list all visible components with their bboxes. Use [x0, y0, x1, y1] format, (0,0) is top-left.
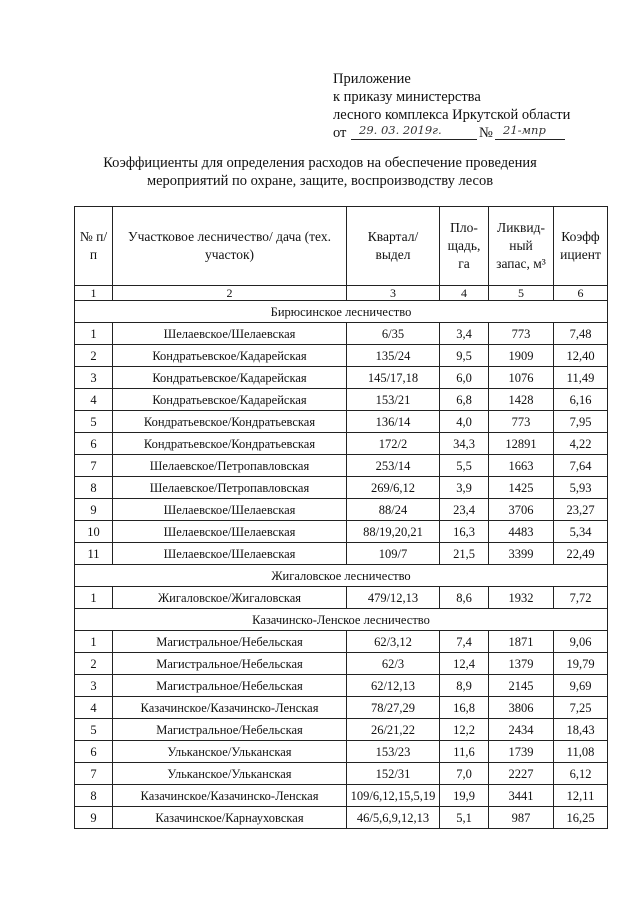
cell-stock: 1739: [489, 741, 554, 763]
cell-block: 62/3: [347, 653, 440, 675]
cell-stock: 3399: [489, 543, 554, 565]
table-row: [75, 477, 608, 499]
cell-block: 62/3,12: [347, 631, 440, 653]
table-row: [75, 521, 608, 543]
cell-num: 9: [75, 807, 113, 829]
cell-site: Магистральное/Небельская: [113, 653, 347, 675]
table-row: [75, 499, 608, 521]
cell-site: Шелаевское/Шелаевская: [113, 323, 347, 345]
table-row: [75, 631, 608, 653]
cell-num: 2: [75, 345, 113, 367]
cell-num: 5: [75, 719, 113, 741]
cell-block: 88/19,20,21: [347, 521, 440, 543]
cell-area: 9,5: [440, 345, 489, 367]
cell-site: Кондратьевское/Кондратьевская: [113, 433, 347, 455]
cell-area: 4,0: [440, 411, 489, 433]
table-row: [75, 587, 608, 609]
cell-block: 145/17,18: [347, 367, 440, 389]
header-stock: Ликвид- ный запас, м³: [489, 207, 554, 286]
cell-stock: 1379: [489, 653, 554, 675]
cell-site: Шелаевское/Шелаевская: [113, 499, 347, 521]
cell-stock: 773: [489, 411, 554, 433]
cell-site: Ульканское/Ульканская: [113, 741, 347, 763]
cell-stock: 2227: [489, 763, 554, 785]
cell-block: 253/14: [347, 455, 440, 477]
header-site: Участковое лесничество/ дача (тех. участок): [113, 207, 347, 286]
cell-block: 172/2: [347, 433, 440, 455]
cell-coef: 7,64: [554, 455, 608, 477]
cell-site: Ульканское/Ульканская: [113, 763, 347, 785]
cell-stock: 1076: [489, 367, 554, 389]
table-row: [75, 697, 608, 719]
appendix-title: Приложение: [333, 71, 411, 87]
cell-coef: 9,69: [554, 675, 608, 697]
table-row: [75, 785, 608, 807]
header-coef: Коэфф ициент: [554, 207, 608, 286]
number-underline: [495, 139, 565, 140]
cell-coef: 16,25: [554, 807, 608, 829]
section-row: [75, 565, 608, 587]
cell-area: 12,4: [440, 653, 489, 675]
cell-stock: 4483: [489, 521, 554, 543]
cell-stock: 987: [489, 807, 554, 829]
col-number: 2: [113, 286, 347, 301]
cell-coef: 5,34: [554, 521, 608, 543]
cell-area: 34,3: [440, 433, 489, 455]
cell-block: 136/14: [347, 411, 440, 433]
col-number: 1: [75, 286, 113, 301]
appendix-ministry: лесного комплекса Иркутской области: [333, 107, 571, 123]
cell-site: Шелаевское/Шелаевская: [113, 543, 347, 565]
cell-site: Шелаевское/Петропавловская: [113, 477, 347, 499]
cell-block: 152/31: [347, 763, 440, 785]
col-number: 6: [554, 286, 608, 301]
cell-stock: 2434: [489, 719, 554, 741]
cell-block: 109/6,12,15,5,19: [347, 785, 440, 807]
table-row: [75, 763, 608, 785]
cell-area: 16,8: [440, 697, 489, 719]
cell-num: 8: [75, 785, 113, 807]
cell-stock: 1871: [489, 631, 554, 653]
cell-site: Кондратьевское/Кадарейская: [113, 345, 347, 367]
cell-num: 7: [75, 455, 113, 477]
cell-area: 11,6: [440, 741, 489, 763]
cell-num: 5: [75, 411, 113, 433]
table-row: [75, 653, 608, 675]
table-row: [75, 719, 608, 741]
section-name: Бирюсинское лесничество: [75, 301, 608, 323]
table-row: [75, 345, 608, 367]
cell-area: 12,2: [440, 719, 489, 741]
cell-site: Кондратьевское/Кондратьевская: [113, 411, 347, 433]
cell-num: 11: [75, 543, 113, 565]
cell-site: Жигаловское/Жигаловская: [113, 587, 347, 609]
cell-coef: 7,95: [554, 411, 608, 433]
table-body: [75, 301, 608, 829]
date-handwritten: 29. 03. 2019г.: [359, 123, 442, 137]
table-row: [75, 543, 608, 565]
cell-area: 6,0: [440, 367, 489, 389]
cell-coef: 6,16: [554, 389, 608, 411]
cell-site: Шелаевское/Петропавловская: [113, 455, 347, 477]
cell-area: 6,8: [440, 389, 489, 411]
cell-site: Магистральное/Небельская: [113, 631, 347, 653]
cell-area: 8,6: [440, 587, 489, 609]
cell-area: 5,1: [440, 807, 489, 829]
cell-block: 62/12,13: [347, 675, 440, 697]
header-area: Пло- щадь, га: [440, 207, 489, 286]
cell-area: 3,4: [440, 323, 489, 345]
cell-coef: 18,43: [554, 719, 608, 741]
cell-num: 4: [75, 697, 113, 719]
cell-stock: 1663: [489, 455, 554, 477]
cell-block: 269/6,12: [347, 477, 440, 499]
coefficients-table: [74, 206, 608, 829]
appendix-order-ref: к приказу министерства: [333, 89, 481, 105]
cell-coef: 11,08: [554, 741, 608, 763]
cell-coef: 4,22: [554, 433, 608, 455]
col-number: 4: [440, 286, 489, 301]
appendix-header: [333, 70, 583, 142]
cell-coef: 11,49: [554, 367, 608, 389]
cell-block: 109/7: [347, 543, 440, 565]
table-row: [75, 411, 608, 433]
cell-area: 23,4: [440, 499, 489, 521]
cell-site: Казачинское/Казачинско-Ленская: [113, 785, 347, 807]
title-line-1: Коэффициенты для определения расходов на обеспечение проведения: [103, 155, 537, 171]
cell-stock: 3706: [489, 499, 554, 521]
cell-area: 21,5: [440, 543, 489, 565]
cell-stock: 1428: [489, 389, 554, 411]
cell-site: Шелаевское/Шелаевская: [113, 521, 347, 543]
cell-site: Казачинское/Казачинско-Ленская: [113, 697, 347, 719]
cell-coef: 7,25: [554, 697, 608, 719]
table-row: [75, 455, 608, 477]
cell-block: 6/35: [347, 323, 440, 345]
table-row: [75, 675, 608, 697]
cell-block: 479/12,13: [347, 587, 440, 609]
cell-num: 10: [75, 521, 113, 543]
section-name: Жигаловское лесничество: [75, 565, 608, 587]
cell-coef: 19,79: [554, 653, 608, 675]
cell-coef: 7,48: [554, 323, 608, 345]
cell-num: 1: [75, 323, 113, 345]
cell-stock: 3441: [489, 785, 554, 807]
cell-block: 26/21,22: [347, 719, 440, 741]
cell-area: 7,0: [440, 763, 489, 785]
cell-area: 5,5: [440, 455, 489, 477]
table-row: [75, 433, 608, 455]
title-line-2: мероприятий по охране, защите, воспроизводству лесов: [146, 173, 494, 189]
table-row: [75, 807, 608, 829]
number-handwritten: 21-мпр: [503, 123, 546, 137]
cell-site: Казачинское/Карнауховская: [113, 807, 347, 829]
cell-num: 9: [75, 499, 113, 521]
cell-coef: 12,40: [554, 345, 608, 367]
cell-site: Магистральное/Небельская: [113, 719, 347, 741]
cell-block: 78/27,29: [347, 697, 440, 719]
document-title: [0, 154, 640, 190]
date-underline: [351, 139, 477, 140]
cell-num: 6: [75, 433, 113, 455]
cell-stock: 3806: [489, 697, 554, 719]
cell-stock: 2145: [489, 675, 554, 697]
cell-area: 7,4: [440, 631, 489, 653]
cell-site: Кондратьевское/Кадарейская: [113, 367, 347, 389]
table-row: [75, 389, 608, 411]
cell-block: 88/24: [347, 499, 440, 521]
cell-num: 8: [75, 477, 113, 499]
cell-coef: 7,72: [554, 587, 608, 609]
section-row: [75, 301, 608, 323]
header-row: [75, 207, 608, 286]
cell-num: 1: [75, 631, 113, 653]
cell-num: 7: [75, 763, 113, 785]
cell-num: 3: [75, 675, 113, 697]
number-label: №: [479, 125, 493, 141]
section-name: Казачинско-Ленское лесничество: [75, 609, 608, 631]
cell-stock: 773: [489, 323, 554, 345]
cell-block: 153/23: [347, 741, 440, 763]
cell-area: 3,9: [440, 477, 489, 499]
section-row: [75, 609, 608, 631]
cell-block: 153/21: [347, 389, 440, 411]
cell-area: 8,9: [440, 675, 489, 697]
header-num: № п/п: [75, 207, 113, 286]
cell-coef: 12,11: [554, 785, 608, 807]
cell-num: 2: [75, 653, 113, 675]
cell-stock: 12891: [489, 433, 554, 455]
col-number: 5: [489, 286, 554, 301]
cell-stock: 1932: [489, 587, 554, 609]
cell-site: Магистральное/Небельская: [113, 675, 347, 697]
cell-coef: 5,93: [554, 477, 608, 499]
col-number: 3: [347, 286, 440, 301]
cell-area: 19,9: [440, 785, 489, 807]
cell-coef: 22,49: [554, 543, 608, 565]
cell-stock: 1909: [489, 345, 554, 367]
cell-area: 16,3: [440, 521, 489, 543]
cell-block: 135/24: [347, 345, 440, 367]
cell-num: 1: [75, 587, 113, 609]
cell-stock: 1425: [489, 477, 554, 499]
cell-num: 6: [75, 741, 113, 763]
table-row: [75, 367, 608, 389]
cell-coef: 23,27: [554, 499, 608, 521]
table-row: [75, 741, 608, 763]
order-date-number-row: [333, 124, 583, 142]
column-numbers-row: [75, 286, 608, 301]
from-label: от: [333, 125, 347, 141]
cell-block: 46/5,6,9,12,13: [347, 807, 440, 829]
header-block: Квартал/ выдел: [347, 207, 440, 286]
cell-coef: 9,06: [554, 631, 608, 653]
cell-num: 3: [75, 367, 113, 389]
cell-site: Кондратьевское/Кадарейская: [113, 389, 347, 411]
cell-num: 4: [75, 389, 113, 411]
cell-coef: 6,12: [554, 763, 608, 785]
table-row: [75, 323, 608, 345]
